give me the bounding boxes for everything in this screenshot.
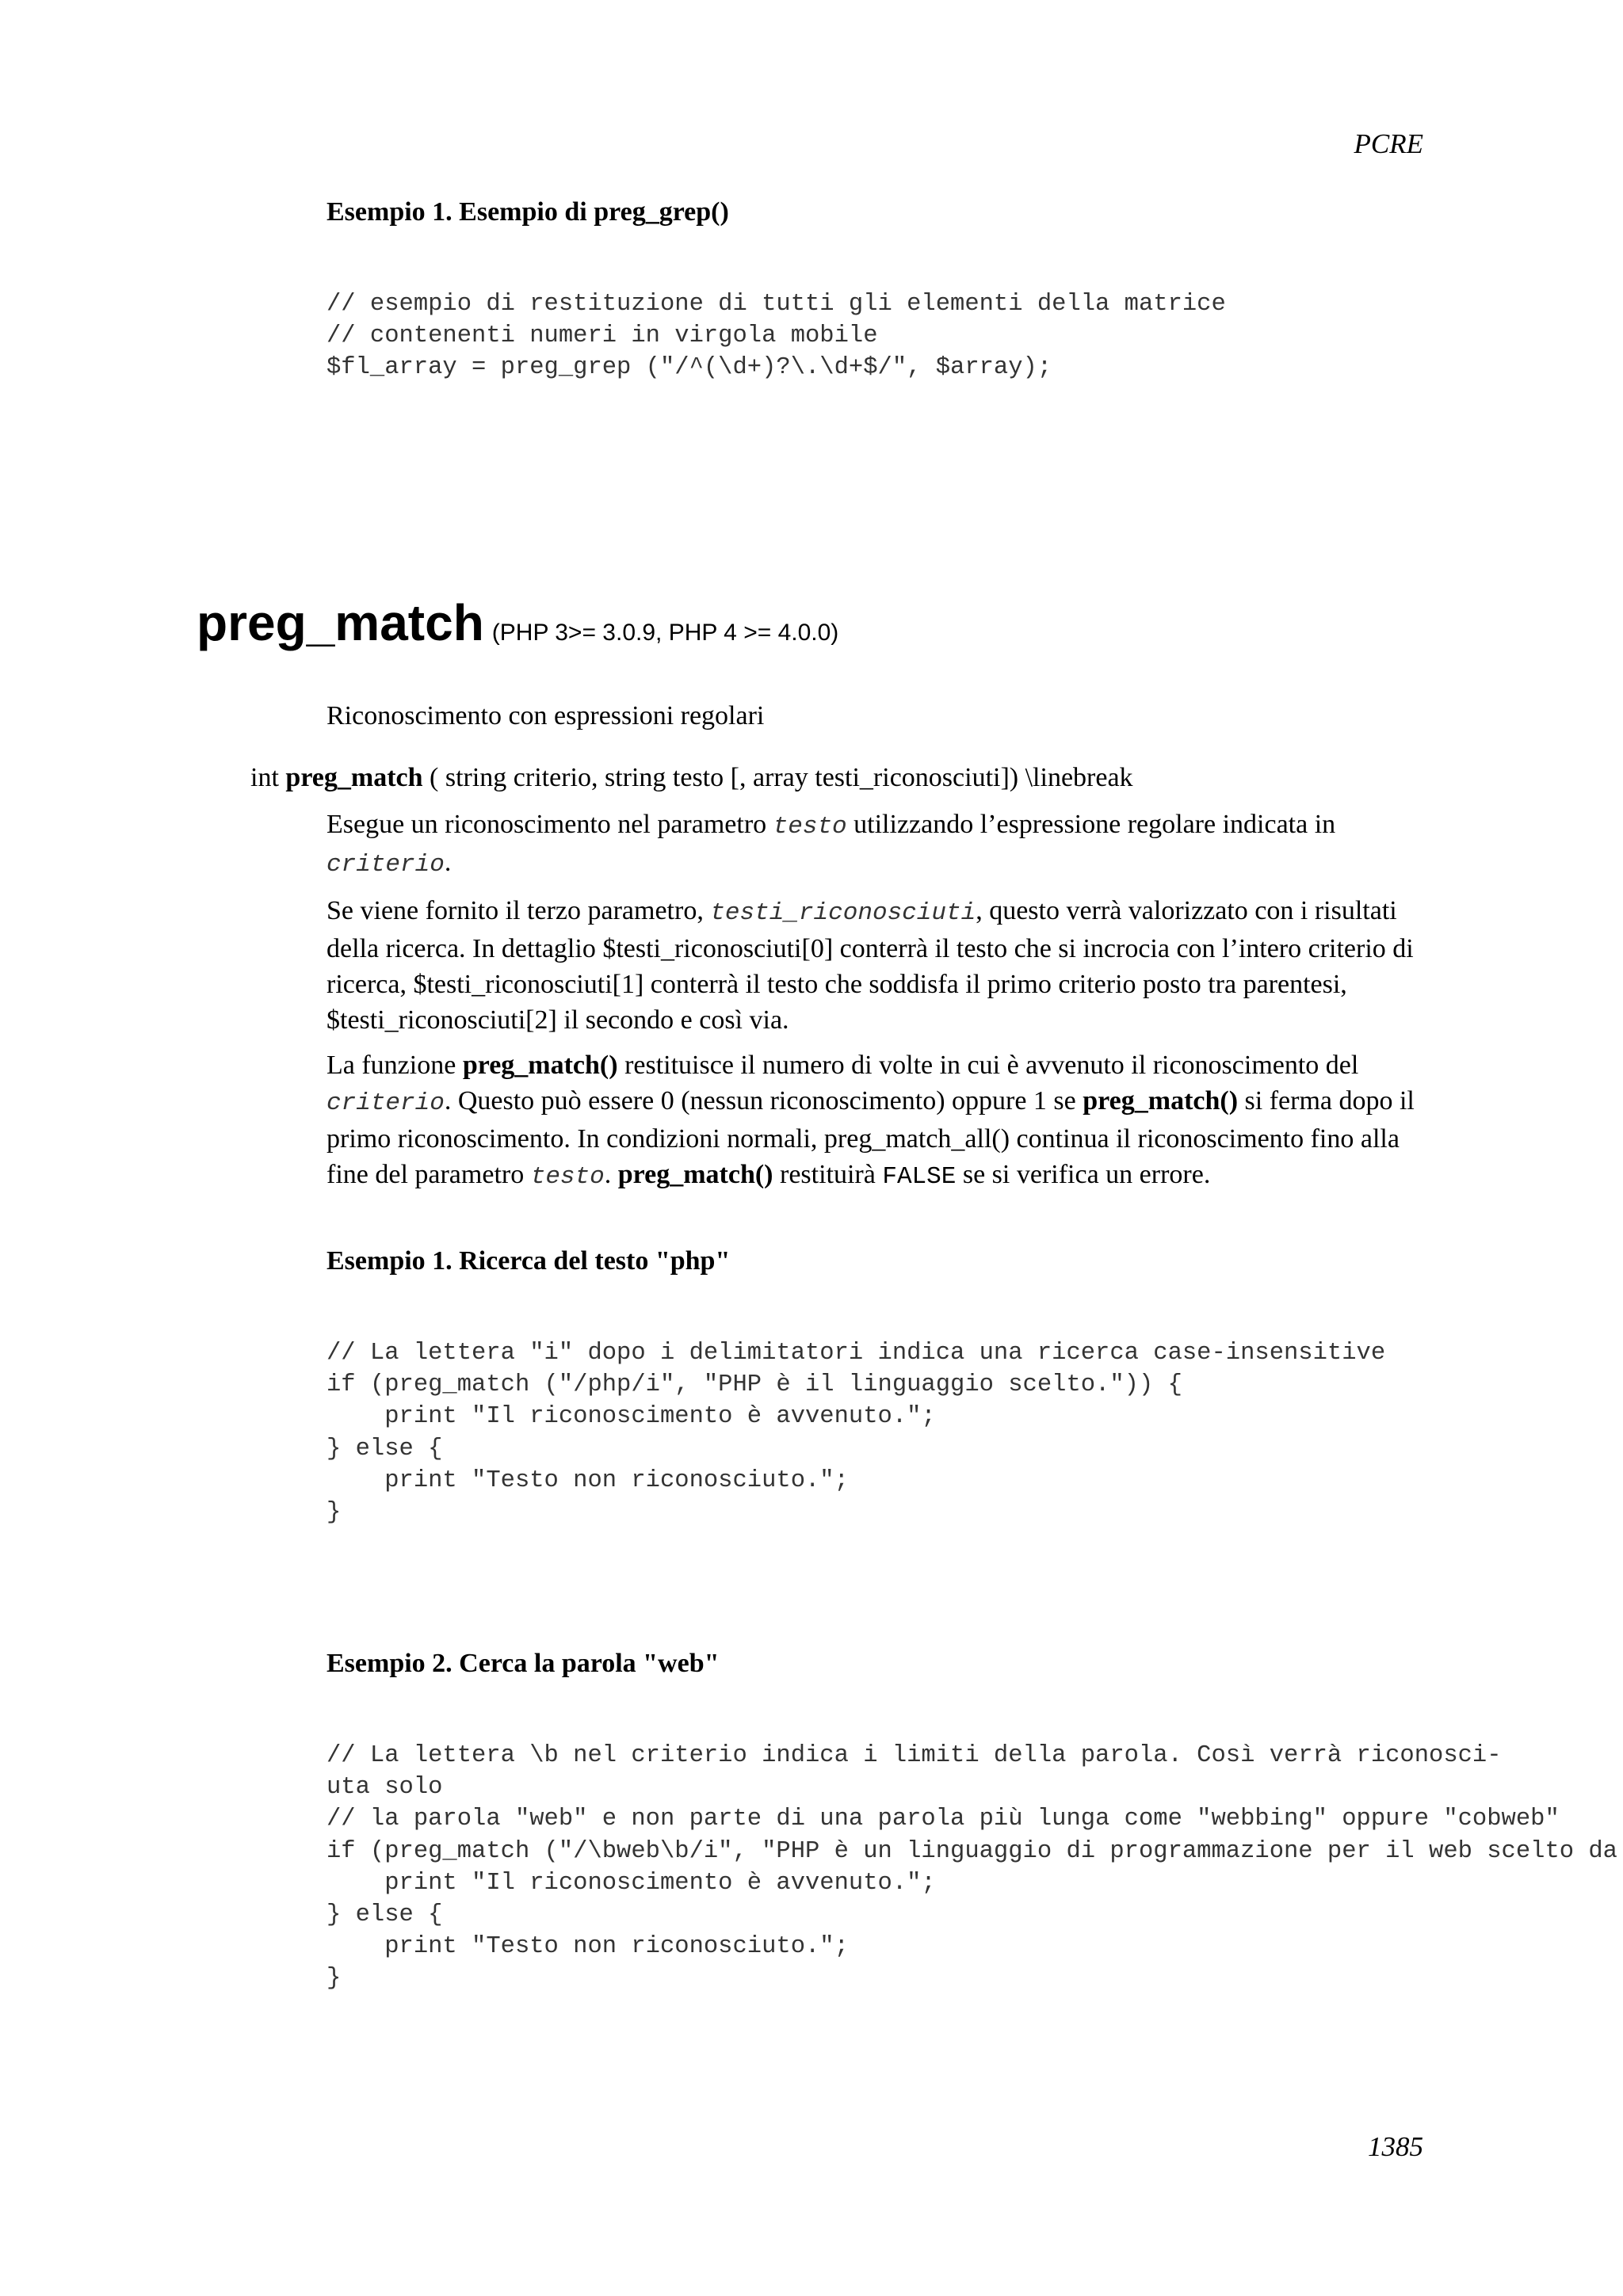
function-purpose: Riconoscimento con espressioni regolari xyxy=(327,701,765,730)
parameter-ref: testi_riconosciuti xyxy=(710,899,976,927)
function-synopsis xyxy=(250,759,1133,797)
constant-ref: FALSE xyxy=(882,1163,957,1191)
description-paragraph-3: La funzione preg_match() restituisce il numero di volte in cui è avvenuto il riconoscimento del criterio. Questo può essere 0 (nessun riconoscimento) oppure 1 se preg_match() si ferma dopo il primo riconoscimento. In condizioni normali, preg_match_all() continua il riconoscimento fino alla fine del parametro testo. preg_match() restituirà FALSE se si verifica un errore. xyxy=(327,1051,1415,1191)
example-title-search-php: Esempio 1. Ricerca del testo "php" xyxy=(327,1246,731,1276)
description-paragraph-2: Se viene fornito il terzo parametro, testi_riconosciuti, questo verrà valorizzato con i risultati della ricerca. In dettaglio $testi_riconosciuti[0] conterrà il testo che si incrocia con l’intero criterio di ricerca, $testi_riconosciuti[1] conterrà il testo che soddisfa il primo criterio posto tra parentesi, $testi_riconosciuti[2] il secondo e così via. xyxy=(327,896,1414,1035)
function-heading xyxy=(197,591,838,665)
description-paragraph-1: Esegue un riconoscimento nel parametro testo utilizzando l’espressione regolare indicata in criterio. xyxy=(327,810,1336,879)
code-block-search-php: // La lettera "i" dopo i delimitatori indica una ricerca case-insensitive if (preg_match ("/php/i", "PHP è il linguaggio scelto.")) { print "Il riconoscimento è avvenuto."; } else { print "Testo non riconosciuto."; } xyxy=(327,1340,1386,1527)
return-type: int xyxy=(250,763,279,792)
example-title-search-web: Esempio 2. Cerca la parola "web" xyxy=(327,1649,720,1678)
code-block-search-web: // La lettera \b nel criterio indica i limiti della parola. Così verrà riconosci- uta solo // la parola "web" e non parte di una parola più lunga come "webbing" oppure "cobweb" if (preg_match ("/\bweb\b/i", "PHP è un linguaggio di programmazione per il web scelto da print "Il riconoscimento è avvenuto."; } else { print "Testo non riconosciuto."; } xyxy=(327,1742,1617,1993)
running-header: PCRE xyxy=(1354,128,1423,159)
version-info: (PHP 3>= 3.0.9, PHP 4 >= 4.0.0) xyxy=(491,620,839,646)
example-title-preg-grep: Esempio 1. Esempio di preg_grep() xyxy=(327,197,729,227)
function-ref: preg_match() xyxy=(1083,1086,1239,1116)
function-ref: preg_match() xyxy=(462,1051,618,1080)
code-block-preg-grep: // esempio di restituzione di tutti gli elementi della matrice // contenenti numeri in virgola mobile $fl_array = preg_grep ("/^(\d+)?\.\d+$/", $array); xyxy=(327,291,1226,382)
function-name: preg_match xyxy=(197,594,484,651)
parameter-ref: testo xyxy=(773,813,847,841)
parameter-ref: criterio xyxy=(327,1089,445,1117)
page-number: 1385 xyxy=(1368,2131,1423,2162)
parameter-ref: criterio xyxy=(327,851,445,879)
parameter-ref: testo xyxy=(530,1163,605,1191)
synopsis-function-name: preg_match xyxy=(285,763,423,792)
function-ref: preg_match() xyxy=(617,1160,773,1189)
synopsis-args: ( string criterio, string testo [, array testi_riconosciuti]) \linebreak xyxy=(422,763,1133,792)
